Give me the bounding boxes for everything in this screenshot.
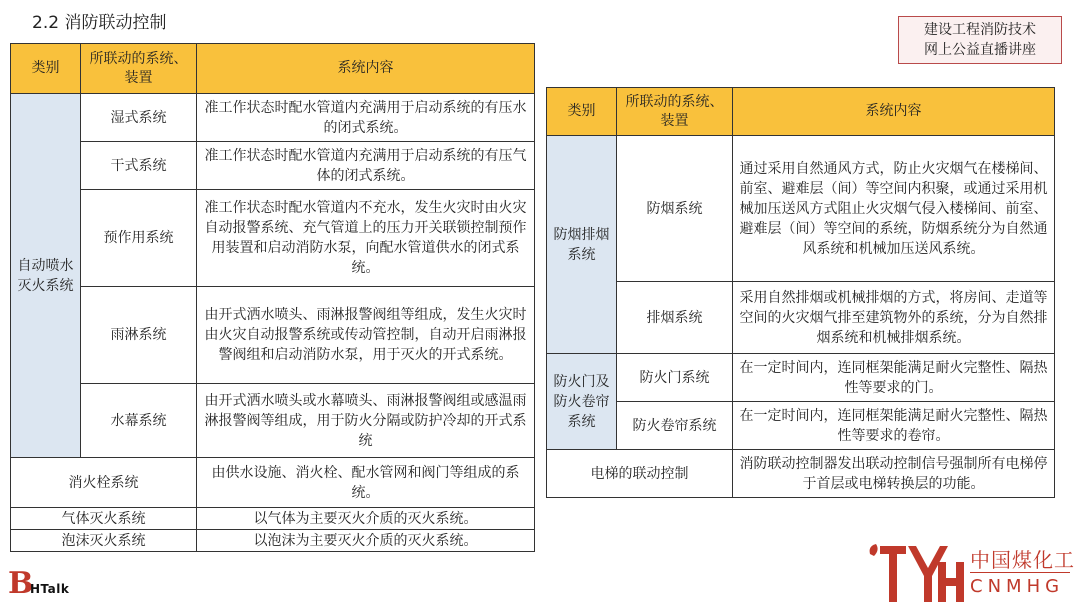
content-cell: 由开式洒水喷头、雨淋报警阀组等组成，发生火灾时由火灾自动报警系统或传动管控制，自动开启雨淋报警阀组和启动消防水泵，用于灭火的开式系统。: [197, 287, 535, 384]
system-cell: 防火卷帘系统: [617, 402, 733, 450]
table-row: [547, 354, 1055, 402]
page-title: 2.2 消防联动控制: [32, 13, 167, 33]
header-category: 类别: [547, 88, 617, 136]
content-cell: 以气体为主要灭火介质的灭火系统。: [197, 508, 535, 530]
content-cell: 由开式洒水喷头或水幕喷头、雨淋报警阀组或感温雨淋报警阀等组成，用于防火分隔或防护冷却的开式系统: [197, 384, 535, 458]
table-header-row: [547, 88, 1055, 136]
table-row: [11, 142, 535, 190]
content-cell: 以泡沫为主要灭火介质的灭火系统。: [197, 530, 535, 552]
cnmhg-logo-en: CNMHG: [970, 576, 1065, 597]
content-cell: 准工作状态时配水管道内充满用于启动系统的有压气体的闭式系统。: [197, 142, 535, 190]
bhtalk-logo: [8, 566, 108, 602]
table-row: [11, 287, 535, 384]
content-cell: 在一定时间内，连同框架能满足耐火完整性、隔热性等要求的门。: [733, 354, 1055, 402]
content-cell: 由供水设施、消火栓、配水管网和阀门等组成的系统。: [197, 458, 535, 508]
cnmhg-logo-cn: 中国煤化工: [970, 548, 1075, 572]
table-row: [11, 190, 535, 287]
header-category: 类别: [11, 44, 81, 94]
table-row: [11, 384, 535, 458]
table-row: [11, 530, 535, 552]
system-cell: 防火门系统: [617, 354, 733, 402]
header-system: 所联动的系统、装置: [81, 44, 197, 94]
banner-line-1: 建设工程消防技术: [924, 22, 1036, 38]
sprinkler-systems-table: [10, 43, 535, 552]
category-cell-sprinkler: 自动喷水灭火系统: [11, 94, 81, 458]
system-cell-wide: 气体灭火系统: [11, 508, 197, 530]
table-row: [11, 458, 535, 508]
table-row: [11, 508, 535, 530]
system-cell: 预作用系统: [81, 190, 197, 287]
lecture-banner: [898, 16, 1062, 64]
header-content: 系统内容: [197, 44, 535, 94]
header-content: 系统内容: [733, 88, 1055, 136]
category-cell-smoke: 防烟排烟系统: [547, 136, 617, 354]
system-cell: 雨淋系统: [81, 287, 197, 384]
content-cell: 在一定时间内，连同框架能满足耐火完整性、隔热性等要求的卷帘。: [733, 402, 1055, 450]
cnmhg-mark-icon: [866, 540, 966, 604]
system-cell: 防烟系统: [617, 136, 733, 282]
content-cell: 消防联动控制器发出联动控制信号强制所有电梯停于首层或电梯转换层的功能。: [733, 450, 1055, 498]
table-row: [547, 136, 1055, 282]
content-cell: 通过采用自然通风方式，防止火灾烟气在楼梯间、前室、避难层（间）等空间内积聚，或通过采用机械加压送风方式阻止火灾烟气侵入楼梯间、前室、避难层（间）等空间的系统，防烟系统分为自然通风系统和机械加压送风系统。: [733, 136, 1055, 282]
system-cell: 排烟系统: [617, 282, 733, 354]
banner-line-2: 网上公益直播讲座: [924, 42, 1036, 58]
system-cell-wide: 消火栓系统: [11, 458, 197, 508]
category-cell-fire-door: 防火门及防火卷帘系统: [547, 354, 617, 450]
table-header-row: [11, 44, 535, 94]
cnmhg-logo: [866, 540, 1076, 604]
table-row: [547, 282, 1055, 354]
content-cell: 准工作状态时配水管道内不充水，发生火灾时由火灾自动报警系统、充气管道上的压力开关联锁控制预作用装置和启动消防水泵，向配水管道供水的闭式系统。: [197, 190, 535, 287]
header-system: 所联动的系统、装置: [617, 88, 733, 136]
content-cell: 采用自然排烟或机械排烟的方式，将房间、走道等空间的火灾烟气排至建筑物外的系统，分为自然排烟系统和机械排烟系统。: [733, 282, 1055, 354]
system-cell: 水幕系统: [81, 384, 197, 458]
smoke-door-elevator-table: [546, 87, 1055, 498]
table-row: [547, 450, 1055, 498]
table-row: [547, 402, 1055, 450]
cnmhg-logo-rule: [970, 572, 1070, 573]
system-cell-wide: 泡沫灭火系统: [11, 530, 197, 552]
bhtalk-logo-text: HTalk: [30, 582, 70, 596]
table-row: [11, 94, 535, 142]
system-cell: 干式系统: [81, 142, 197, 190]
content-cell: 准工作状态时配水管道内充满用于启动系统的有压水的闭式系统。: [197, 94, 535, 142]
system-cell-wide: 电梯的联动控制: [547, 450, 733, 498]
bhtalk-logo-letter: B: [8, 566, 34, 601]
system-cell: 湿式系统: [81, 94, 197, 142]
